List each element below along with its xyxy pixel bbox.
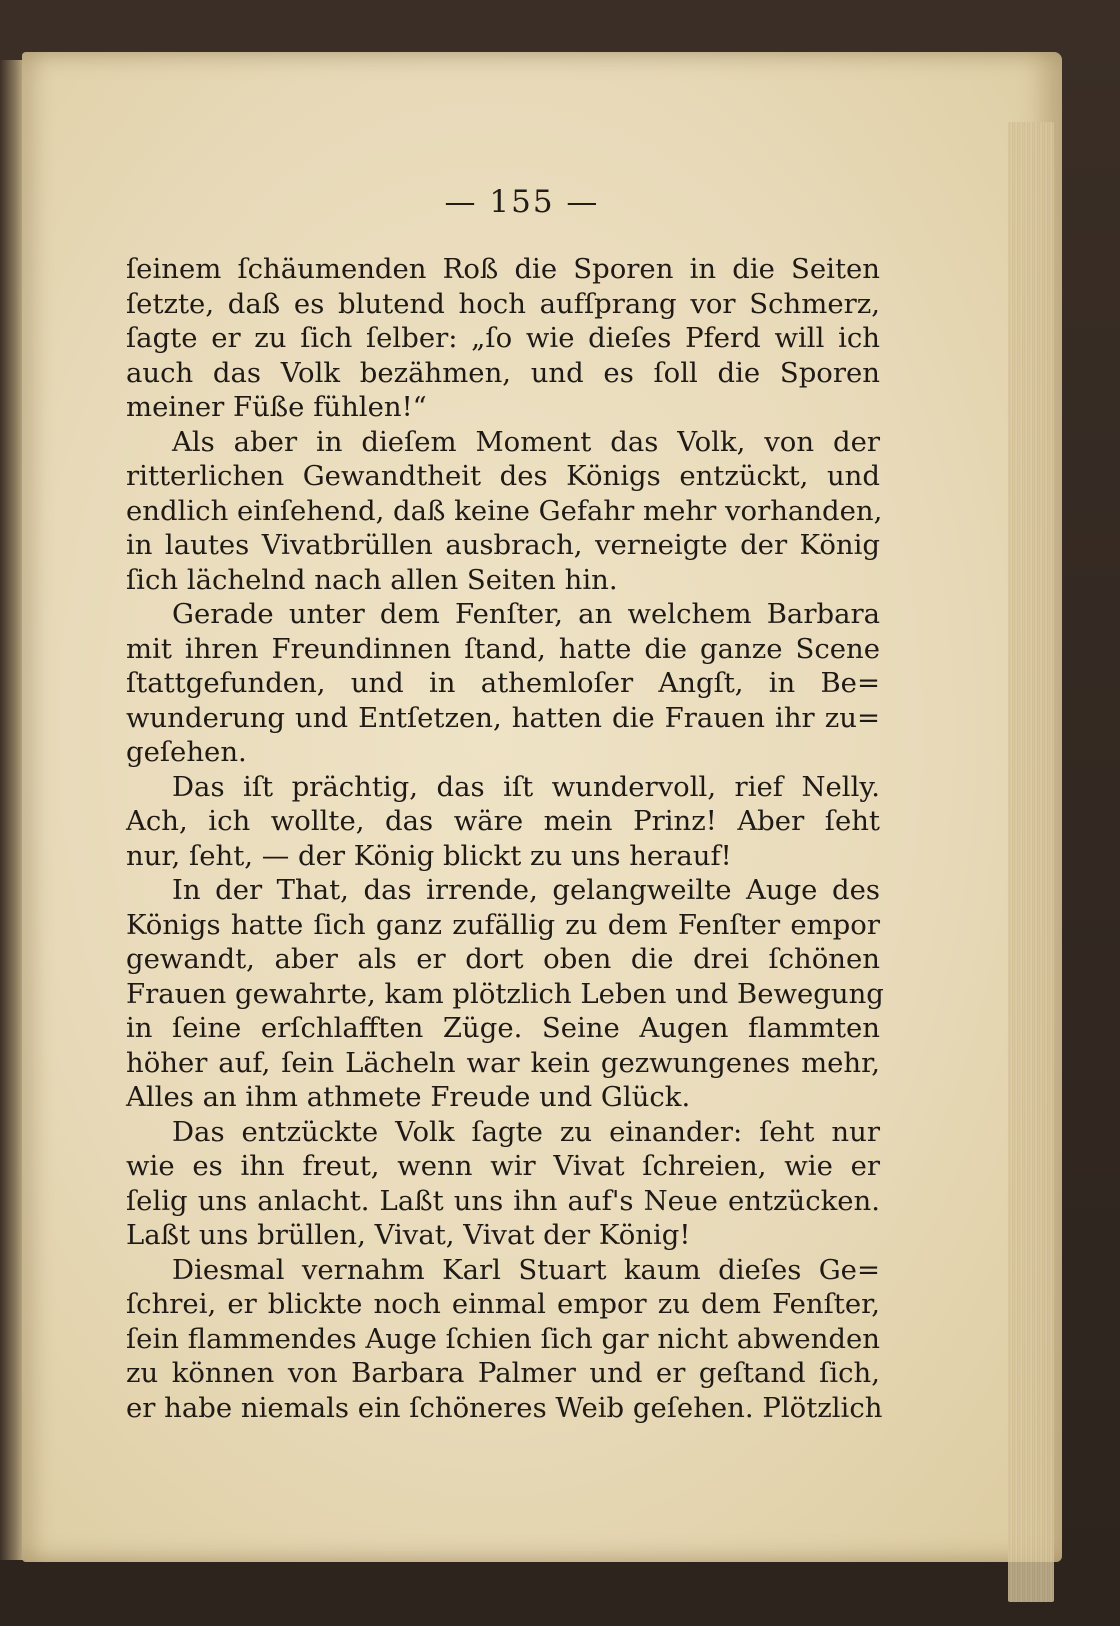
text-line: Königs hatte ſich ganz zufällig zu dem Fenſter empor — [126, 908, 880, 941]
page-edges — [1008, 122, 1054, 1602]
text-line: ſelig uns anlacht. Laßt uns ihn auf's Neue entzücken. — [126, 1184, 880, 1217]
text-line: Frauen gewahrte, kam plötzlich Leben und Bewegung — [126, 977, 884, 1010]
text-line: mit ihren Freundinnen ſtand, hatte die ganze Scene — [126, 632, 880, 665]
body-text — [126, 252, 884, 1425]
text-line: höher auf, ſein Lächeln war kein gezwungenes mehr, — [126, 1046, 880, 1079]
text-line: Gerade unter dem Fenſter, an welchem Barbara — [172, 598, 880, 630]
text-line: in ſeine erſchlafften Züge. Seine Augen flammten — [126, 1012, 880, 1044]
text-line: Laßt uns brüllen, Vivat, Vivat der König! — [126, 1219, 691, 1251]
text-line: ritterlichen Gewandtheit des Königs entzückt, und — [126, 460, 880, 492]
page-number: — 155 — — [444, 184, 600, 220]
text-line: Das iſt prächtig, das iſt wundervoll, rief Nelly. — [172, 770, 880, 803]
text-line: ſeinem ſchäumenden Roß die Sporen in die Seiten — [126, 253, 880, 285]
text-line: ſein flammendes Auge ſchien ſich gar nicht abwenden — [126, 1322, 880, 1355]
text-line: in lautes Vivatbrüllen ausbrach, verneigte der König — [126, 529, 880, 561]
text-line: In der That, das irrende, gelangweilte Auge des — [172, 874, 880, 906]
text-line: ſagte er zu ſich ſelber: „ſo wie dieſes Pferd will ich — [126, 322, 880, 354]
text-line: gewandt, aber als er dort oben die drei ſchönen — [126, 943, 880, 975]
text-line: Das entzückte Volk ſagte zu einander: ſeht nur — [172, 1115, 880, 1148]
text-line: meiner Füße fühlen!“ — [126, 391, 427, 423]
text-line: ſich lächelnd nach allen Seiten hin. — [126, 563, 618, 596]
text-line: wunderung und Entſetzen, hatten die Frauen ihr zu= — [126, 701, 880, 734]
text-line: auch das Volk bezähmen, und es ſoll die Sporen — [126, 356, 880, 389]
text-line: zu können von Barbara Palmer und er geſtand ſich, — [126, 1357, 880, 1389]
text-line: geſehen. — [126, 736, 247, 768]
text-line: Alles an ihm athmete Freude und Glück. — [126, 1081, 691, 1113]
text-line: ſchrei, er blickte noch einmal empor zu dem Fenſter, — [126, 1288, 880, 1320]
text-line: Diesmal vernahm Karl Stuart kaum dieſes Ge= — [172, 1253, 880, 1286]
book-page — [22, 52, 1062, 1562]
text-line: ſtattgefunden, und in athemloſer Angſt, in Be= — [126, 667, 880, 699]
text-line: Ach, ich wollte, das wäre mein Prinz! Aber ſeht — [126, 805, 880, 837]
text-line: endlich einſehend, daß keine Gefahr mehr vorhanden, — [126, 494, 883, 527]
text-line: ſetzte, daß es blutend hoch aufſprang vor Schmerz, — [126, 287, 880, 320]
text-line: Als aber in dieſem Moment das Volk, von der — [172, 425, 880, 458]
text-line: er habe niemals ein ſchöneres Weib geſehen. Plötzlich — [126, 1391, 883, 1424]
text-line: nur, ſeht, — der König blickt zu uns herauf! — [126, 839, 732, 872]
text-line: wie es ihn freut, wenn wir Vivat ſchreien, wie er — [126, 1150, 880, 1182]
